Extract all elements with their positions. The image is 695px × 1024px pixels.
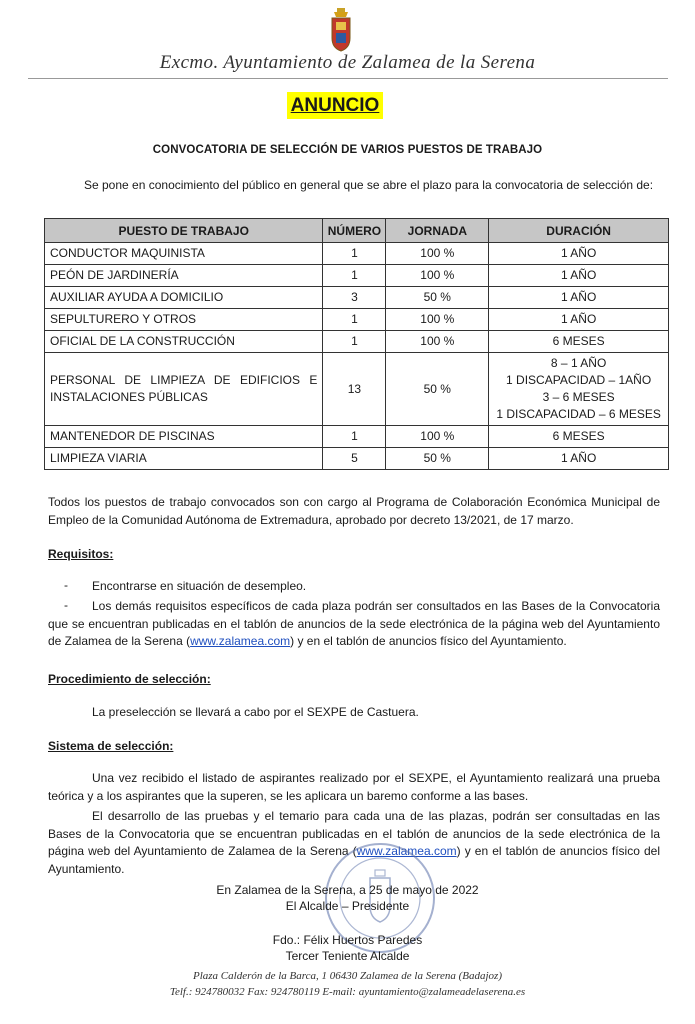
requisito-text: ) y en el tablón de anuncios físico del Ayuntamiento. [290, 634, 567, 648]
table-row [45, 448, 669, 470]
signatory-role: El Alcalde – Presidente [285, 899, 410, 913]
cell-puesto: LIMPIEZA VIARIA [45, 448, 323, 470]
sistema-heading: Sistema de selección: [48, 739, 174, 753]
header-puesto: PUESTO DE TRABAJO [45, 219, 323, 243]
anuncio-label: ANUNCIO [287, 92, 383, 119]
requisitos-heading: Requisitos: [48, 547, 114, 561]
coat-of-arms-icon [330, 8, 352, 52]
requisito-item: Encontrarse en situación de desempleo. [92, 579, 307, 593]
requisito-text: Los demás requisitos específicos de cada plaza podrán ser consultados en las Bases de la Convocatoria que se encuentran publicadas en el tablón de anuncios de la sede electrónica de la página web del Ayuntamiento de Zalamea de la Serena ( [48, 599, 660, 648]
cell-jornada: 100 % [386, 243, 489, 265]
cell-jornada: 50 % [386, 287, 489, 309]
table-row [45, 287, 669, 309]
cell-puesto: OFICIAL DE LA CONSTRUCCIÓN [45, 331, 323, 353]
cell-puesto: SEPULTURERO Y OTROS [45, 309, 323, 331]
duracion-line: 3 – 6 MESES [542, 390, 615, 404]
bullet-dash: - [64, 578, 68, 592]
table-row [45, 265, 669, 287]
header-jornada: JORNADA [386, 219, 489, 243]
cell-duracion: 1 AÑO [489, 243, 669, 265]
table-row [45, 331, 669, 353]
cell-jornada: 100 % [386, 265, 489, 287]
requisito-item [48, 598, 660, 651]
cell-puesto: CONDUCTOR MAQUINISTA [45, 243, 323, 265]
cell-duracion: 1 AÑO [489, 309, 669, 331]
cell-jornada: 50 % [386, 353, 489, 426]
cell-duracion: 1 AÑO [489, 287, 669, 309]
duracion-line: 8 – 1 AÑO [550, 356, 607, 370]
cell-numero: 1 [323, 331, 386, 353]
signatory-title: Tercer Teniente Alcalde [285, 949, 410, 963]
cell-numero: 3 [323, 287, 386, 309]
place-date: En Zalamea de la Serena, a 25 de mayo de 2022 [216, 883, 479, 897]
header-numero: NÚMERO [323, 219, 386, 243]
intro-text: Se pone en conocimiento del público en general que se abre el plazo para la convocatoria de selección de: [84, 178, 654, 192]
table-header-row [45, 219, 669, 243]
footer-address: Plaza Calderón de la Barca, 1 06430 Zalamea de la Serena (Badajoz) [193, 970, 502, 982]
document-subtitle: CONVOCATORIA DE SELECCIÓN DE VARIOS PUESTOS DE TRABAJO [152, 144, 543, 156]
cell-duracion: 1 AÑO [489, 265, 669, 287]
cell-numero: 1 [323, 265, 386, 287]
cell-numero: 1 [323, 243, 386, 265]
procedimiento-heading: Procedimiento de selección: [48, 672, 211, 686]
website-link[interactable]: www.zalamea.com [190, 634, 291, 648]
signatory-name: Fdo.: Félix Huertos Paredes [272, 933, 423, 947]
cell-puesto: PERSONAL DE LIMPIEZA DE EDIFICIOS E INSTALACIONES PÚBLICAS [45, 353, 323, 426]
cell-jornada: 100 % [386, 331, 489, 353]
sistema-text: El desarrollo de las pruebas y el temario para cada una de las plazas, podrán ser consultadas en las Bases de la Convocatoria que se encuentran publicadas en el tablón de anuncios de la sede electrónica de la página web del Ayuntamiento de Zalamea de la Serena ( [48, 809, 660, 858]
table-row [45, 426, 669, 448]
sistema-paragraph-1: Una vez recibido el listado de aspirantes realizado por el SEXPE, el Ayuntamiento realizará una prueba teórica y a los aspirantes que la superen, se les aplicara un baremo conforme a las bases. [48, 771, 660, 803]
cell-numero: 1 [323, 426, 386, 448]
table-row [45, 309, 669, 331]
cell-duracion: 1 AÑO [489, 448, 669, 470]
cell-puesto: AUXILIAR AYUDA A DOMICILIO [45, 287, 323, 309]
cell-puesto: PEÓN DE JARDINERÍA [45, 265, 323, 287]
footer-contact: Telf.: 924780032 Fax: 924780119 E-mail: ayuntamiento@zalameadelaserena.es [169, 986, 526, 998]
website-link[interactable]: www.zalamea.com [356, 844, 457, 858]
duracion-line: 1 DISCAPACIDAD – 1AÑO [506, 373, 652, 387]
cell-numero: 13 [323, 353, 386, 426]
header-divider [28, 78, 668, 79]
table-row [45, 353, 669, 426]
cell-jornada: 100 % [386, 426, 489, 448]
cell-numero: 5 [323, 448, 386, 470]
jobs-table [44, 218, 669, 470]
cell-duracion: 6 MESES [489, 331, 669, 353]
cell-jornada: 50 % [386, 448, 489, 470]
table-row [45, 243, 669, 265]
cell-duracion [489, 353, 669, 426]
cell-duracion: 6 MESES [489, 426, 669, 448]
duracion-line: 1 DISCAPACIDAD – 6 MESES [496, 407, 661, 421]
program-paragraph: Todos los puestos de trabajo convocados son con cargo al Programa de Colaboración Económica Municipal de Empleo de la Comunidad Autónoma de Extremadura, aprobado por decreto 13/2021, de 17 marzo. [48, 495, 660, 527]
header-title: Excmo. Ayuntamiento de Zalamea de la Serena [159, 52, 536, 73]
sistema-text: ) y en el tablón de anuncios físico del Ayuntamiento. [48, 844, 660, 876]
cell-puesto: MANTENEDOR DE PISCINAS [45, 426, 323, 448]
bullet-dash: - [64, 598, 68, 612]
procedimiento-text: La preselección se llevará a cabo por el SEXPE de Castuera. [92, 705, 419, 719]
header-duracion: DURACIÓN [489, 219, 669, 243]
cell-jornada: 100 % [386, 309, 489, 331]
cell-numero: 1 [323, 309, 386, 331]
